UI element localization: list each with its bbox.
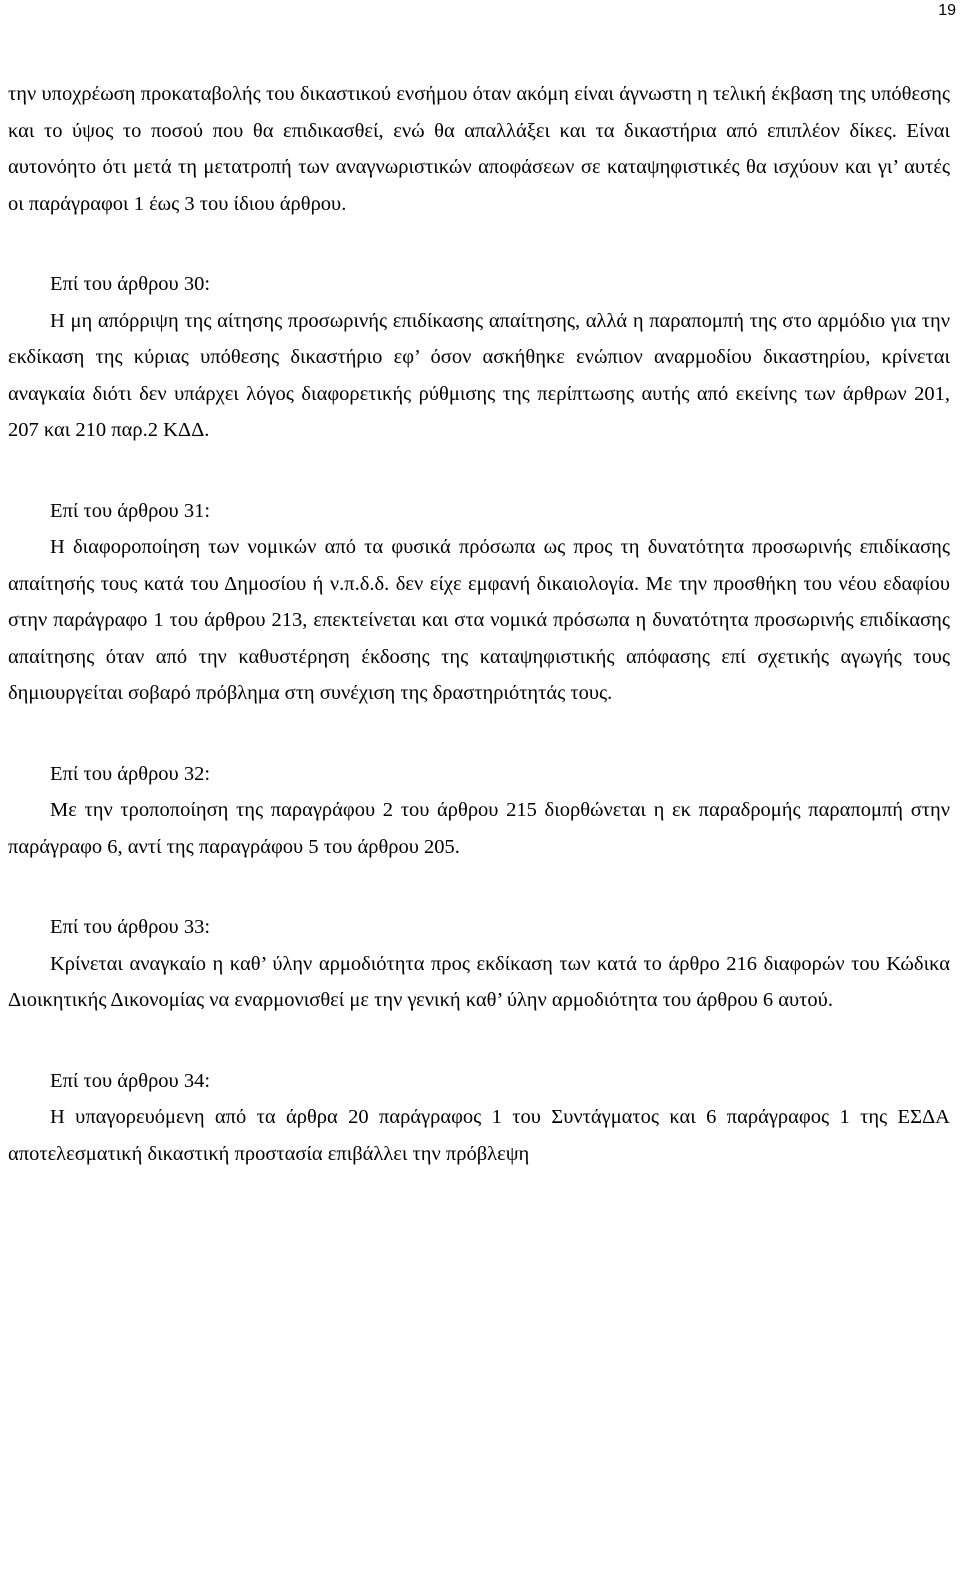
section-body: Η υπαγορευόμενη από τα άρθρα 20 παράγραφος 1 του Συντάγματος και 6 παράγραφος 1 της ΕΣΔΑ αποτελεσματική δικαστική προστασία επιβάλλει την πρόβλεψη: [8, 1106, 950, 1165]
intro-paragraph: την υποχρέωση προκαταβολής του δικαστικού ενσήμου όταν ακόμη είναι άγνωστη η τελική έκβαση της υπόθεσης και το ύψος το ποσού που θα επιδικασθεί, ενώ θα απαλλάξει και τα δικαστήρια από επιπλέον δίκες. Είναι αυτονόητο ότι μετά τη μετατροπή των αναγνωριστικών αποφάσεων σε καταψηφιστικές θα ισχύουν και γι’ αυτές οι παράγραφοι 1 έως 3 του ίδιου άρθρου.: [8, 83, 950, 215]
section-article-34: [8, 1063, 950, 1173]
section-heading: Επί του άρθρου 32:: [50, 762, 211, 785]
document-body: [8, 76, 950, 1172]
section-heading: Επί του άρθρου 33:: [50, 916, 211, 938]
section-article-31: [8, 493, 950, 712]
page-number: 19: [938, 2, 956, 19]
section-heading: Επί του άρθρου 30:: [50, 273, 211, 295]
section-body: Με την τροποποίηση της παραγράφου 2 του άρθρου 215 διορθώνεται η εκ παραδρομής παραπομπή στην παράγραφο 6, αντί της παραγράφου 5 του άρθρου 205.: [8, 799, 950, 858]
section-heading: Επί του άρθρου 34:: [50, 1069, 211, 1092]
section-article-32: [8, 756, 950, 866]
section-body: Η διαφοροποίηση των νομικών από τα φυσικά πρόσωπα ως προς τη δυνατότητα προσωρινής επιδίκασης απαίτησής τους κατά του Δημοσίου ή ν.π.δ.δ. δεν είχε εμφανή δικαιολογία. Με την προσθήκη του νέου εδαφίου στην παράγραφο 1 του άρθρου 213, επεκτείνεται και στα νομικά πρόσωπα η δυνατότητα προσωρινής επιδίκασης απαίτησης όταν από την καθυστέρηση έκδοσης της καταψηφιστικής απόφασης επί σχετικής αγωγής τους δημιουργείται σοβαρό πρόβλημα στη συνέχιση της δραστηριότητάς τους.: [8, 536, 950, 704]
section-body: Κρίνεται αναγκαίο η καθ’ ύλην αρμοδιότητα προς εκδίκαση των κατά το άρθρο 216 διαφορών του Κώδικα Διοικητικής Δικονομίας να εναρμονισθεί με την γενική καθ’ ύλην αρμοδιότητα του άρθρου 6 αυτού.: [8, 952, 950, 1011]
section-heading: Επί του άρθρου 31:: [50, 499, 211, 522]
section-body: Η μη απόρριψη της αίτησης προσωρινής επιδίκασης απαίτησης, αλλά η παραπομπή της στο αρμόδιο για την εκδίκαση της κύριας υπόθεσης δικαστήριο εφ’ όσον ασκήθηκε ενώπιον αναρμοδίου δικαστηρίου, κρίνεται αναγκαία διότι δεν υπάρχει λόγος διαφορετικής ρύθμισης της περίπτωσης αυτής από εκείνης των άρθρων 201, 207 και 210 παρ.2 ΚΔΔ.: [8, 309, 950, 441]
section-article-30: [8, 266, 950, 449]
section-article-33: [8, 909, 950, 1019]
